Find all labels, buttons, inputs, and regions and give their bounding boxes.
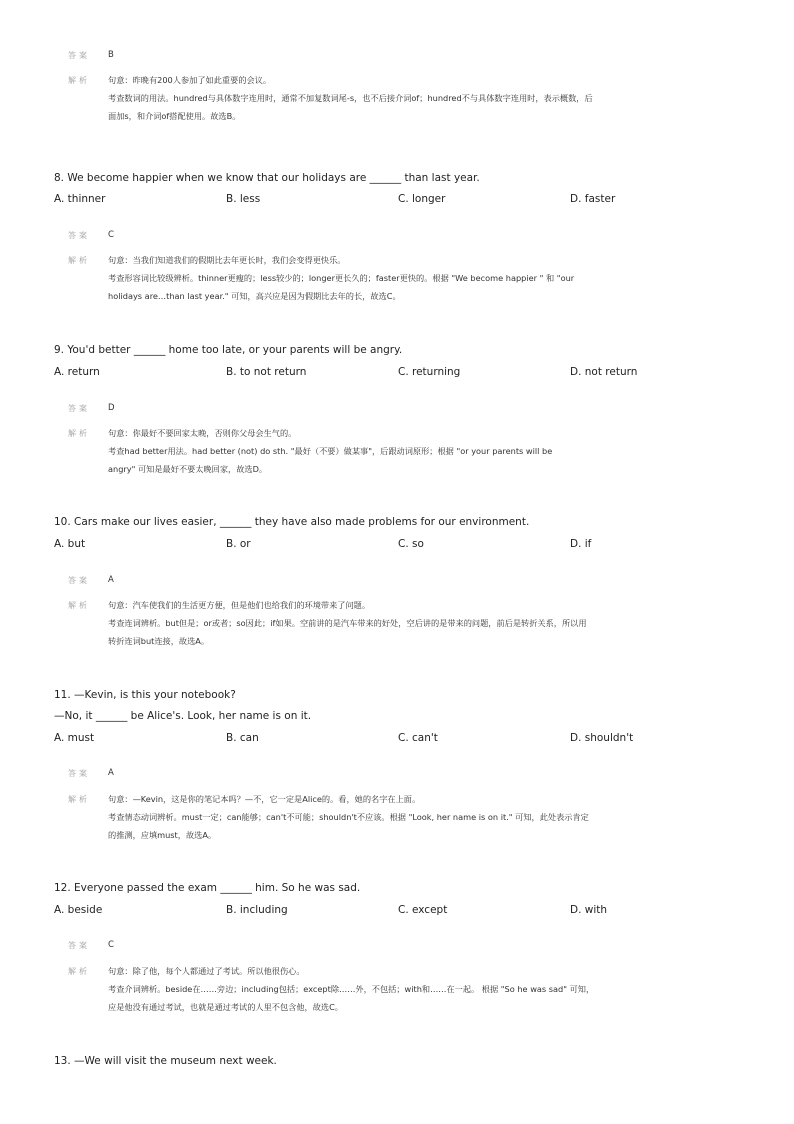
option-d: D. shouldn't (570, 732, 634, 744)
option-a: A. must (54, 732, 95, 744)
explanation-text (108, 790, 724, 844)
answer-label: 答案 (68, 941, 90, 950)
answer-value: A (108, 768, 114, 778)
question-stem: 13. —We will visit the museum next week. (54, 1055, 277, 1067)
question-stem: 9. You'd better ______ home too late, or your parents will be angry. (54, 344, 403, 356)
option-a: A. but (54, 538, 86, 550)
explanation-line: 句意：当我们知道我们的假期比去年更长时，我们会变得更快乐。 (108, 255, 346, 265)
question-stem: 11. —Kevin, is this your notebook? (54, 689, 236, 701)
explanation-line: 考查形容词比较级辨析。thinner更瘦的；less较少的；longer更长久的；faster更快的。根据 "We become happier " 和 "our (108, 273, 575, 283)
option-d: D. if (570, 538, 592, 550)
question-stem: 12. Everyone passed the exam ______ him. So he was sad. (54, 882, 361, 894)
option-b: B. can (226, 732, 259, 744)
option-d: D. with (570, 904, 608, 916)
question-stem: 10. Cars make our lives easier, ______ they have also made problems for our environment. (54, 516, 530, 528)
explanation-label: 解析 (68, 795, 90, 804)
option-b: B. including (226, 904, 288, 916)
option-b: B. less (226, 193, 261, 205)
explanation-text (108, 596, 724, 650)
option-b: B. to not return (226, 366, 307, 378)
question-stem-line-2: —No, it ______ be Alice's. Look, her name is on it. (54, 710, 312, 722)
explanation-label: 解析 (68, 967, 90, 976)
answer-label: 答案 (68, 231, 90, 240)
answer-value: C (108, 940, 114, 950)
explanation-line: 句意：—Kevin，这是你的笔记本吗？—不，它一定是Alice的。看，她的名字在上面。 (108, 794, 421, 804)
option-c: C. longer (398, 193, 446, 205)
answer-label: 答案 (68, 51, 90, 60)
explanation-line: 句意：你最好不要回家太晚，否则你父母会生气的。 (108, 428, 297, 438)
explanation-line: 的推测，应填must，故选A。 (108, 830, 217, 840)
explanation-line: 句意：除了他，每个人都通过了考试。所以他很伤心。 (108, 966, 305, 976)
explanation-label: 解析 (68, 601, 90, 610)
explanation-line: 考查had better用法。had better (not) do sth. "最好（不要）做某事"，后跟动词原形；根据 "or your parents will be (108, 446, 553, 456)
answer-label: 答案 (68, 576, 90, 585)
option-a: A. thinner (54, 193, 106, 205)
question-stem: 8. We become happier when we know that our holidays are ______ than last year. (54, 172, 480, 184)
option-c: C. returning (398, 366, 461, 378)
option-c: C. so (398, 538, 424, 550)
answer-label: 答案 (68, 404, 90, 413)
explanation-label: 解析 (68, 76, 90, 85)
explanation-line: 考查介词辨析。beside在……旁边；including包括；except除……外，不包括；with和……在一起。 根据 "So he was sad" 可知， (108, 984, 595, 994)
explanation-line: holidays are…than last year." 可知，高兴应是因为假期比去年的长，故选C。 (108, 291, 401, 301)
explanation-text (108, 251, 724, 305)
option-d: D. faster (570, 193, 616, 205)
explanation-line: 句意：汽车使我们的生活更方便，但是他们也给我们的环境带来了问题。 (108, 600, 371, 610)
option-c: C. can't (398, 732, 438, 744)
option-d: D. not return (570, 366, 638, 378)
option-c: C. except (398, 904, 448, 916)
explanation-text (108, 71, 724, 125)
explanation-line: 面加s，和介词of搭配使用。故选B。 (108, 111, 241, 121)
explanation-text (108, 962, 724, 1016)
explanation-label: 解析 (68, 429, 90, 438)
explanation-line: 句意：昨晚有200人参加了如此重要的会议。 (108, 75, 272, 85)
answer-value: D (108, 403, 115, 413)
explanation-line: 考查连词辨析。but但是；or或者；so因此；if如果。空前讲的是汽车带来的好处，空后讲的是带来的问题，前后是转折关系，所以用 (108, 618, 587, 628)
explanation-label: 解析 (68, 256, 90, 265)
option-a: A. beside (54, 904, 103, 916)
option-b: B. or (226, 538, 251, 550)
explanation-line: 考查数词的用法。hundred与具体数字连用时，通常不加复数词尾-s，也不后接介词of；hundred不与具体数字连用时，表示概数，后 (108, 93, 593, 103)
answer-value: C (108, 230, 114, 240)
explanation-line: 转折连词but连接，故选A。 (108, 636, 210, 646)
answer-value: B (108, 50, 114, 60)
answer-value: A (108, 575, 114, 585)
explanation-text (108, 424, 724, 478)
explanation-line: angry" 可知是最好不要太晚回家，故选D。 (108, 464, 268, 474)
explanation-line: 考查情态动词辨析。must一定；can能够；can't不可能；shouldn't不应该。根据 "Look, her name is on it." 可知，此处表示肯定 (108, 812, 589, 822)
explanation-line: 应是他没有通过考试，也就是通过考试的人里不包含他，故选C。 (108, 1002, 343, 1012)
option-a: A. return (54, 366, 100, 378)
answer-label: 答案 (68, 769, 90, 778)
